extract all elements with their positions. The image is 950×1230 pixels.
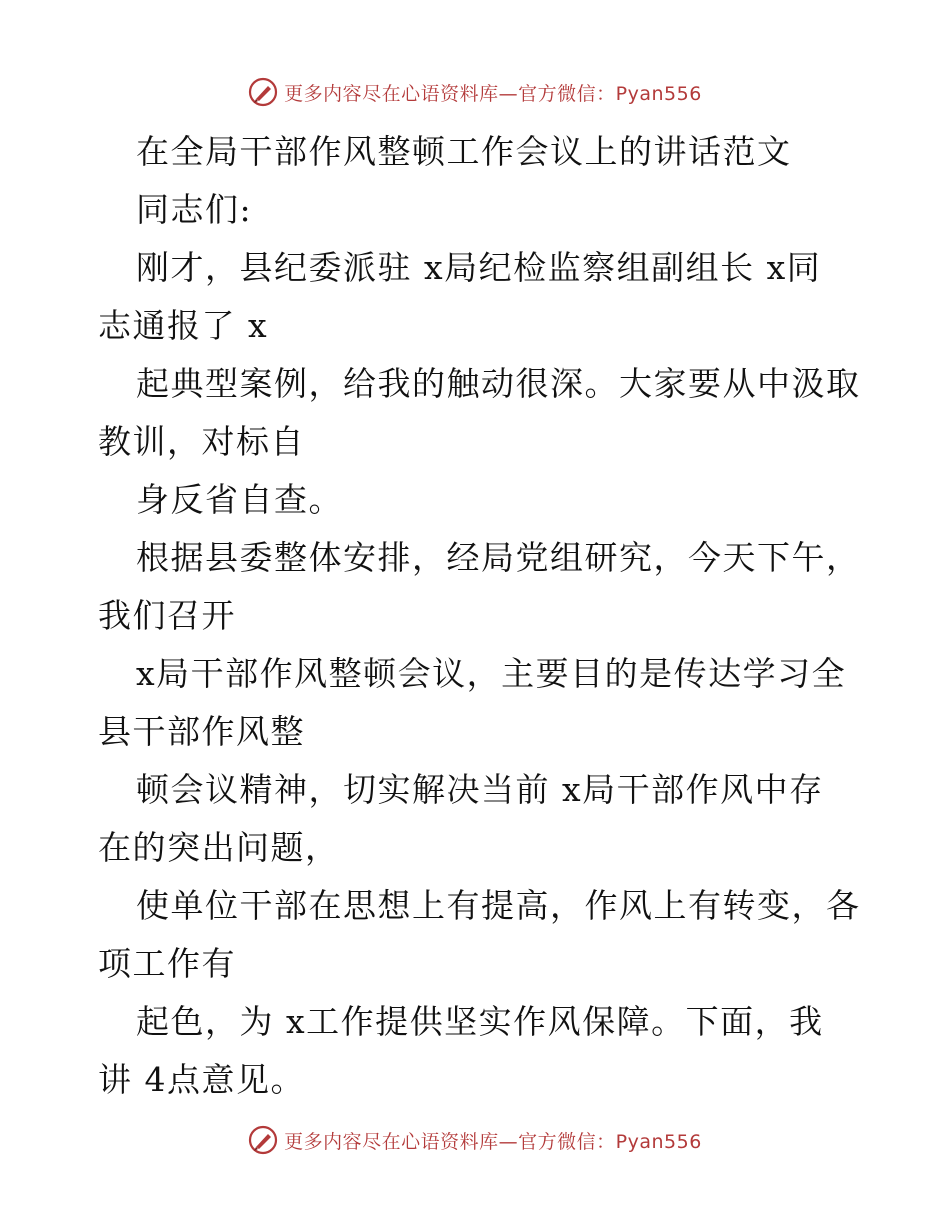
document-title: 在全局干部作风整顿工作会议上的讲话范文 (136, 132, 792, 171)
quill-logo-icon (248, 77, 278, 107)
document-body (98, 123, 868, 1109)
header-banner (0, 72, 950, 112)
header-banner-text: 更多内容尽在心语资料库—官方微信：Pyan556 (284, 82, 702, 105)
paragraph-line: 身反省自查。 (136, 480, 343, 519)
paragraph-line: 在的突出问题， (98, 828, 340, 867)
paragraph-line: x局干部作风整顿会议，主要目的是传达学习全 (136, 654, 847, 693)
quill-logo-icon (248, 1125, 278, 1155)
paragraph-line: 讲 4点意见。 (98, 1060, 305, 1099)
footer-banner (0, 1120, 950, 1160)
salutation: 同志们: (136, 190, 253, 229)
paragraph-line: 起色，为 x工作提供坚实作风保障。下面，我 (136, 1002, 824, 1041)
paragraph-line: 志通报了 x (98, 306, 269, 345)
footer-banner-text: 更多内容尽在心语资料库—官方微信：Pyan556 (284, 1130, 702, 1153)
paragraph-line: 县干部作风整 (98, 712, 305, 751)
paragraph-line: 根据县委整体安排，经局党组研究，今天下午， (136, 538, 861, 577)
paragraph-line: 我们召开 (98, 596, 236, 635)
paragraph-line: 刚才，县纪委派驻 x局纪检监察组副组长 x同 (136, 248, 822, 287)
paragraph-line: 教训，对标自 (98, 422, 305, 461)
paragraph-line: 起典型案例，给我的触动很深。大家要从中汲取 (136, 364, 861, 403)
paragraph-line: 项工作有 (98, 944, 236, 983)
paragraph-line: 顿会议精神，切实解决当前 x局干部作风中存 (136, 770, 824, 809)
paragraph-line: 使单位干部在思想上有提高，作风上有转变，各 (136, 886, 861, 925)
